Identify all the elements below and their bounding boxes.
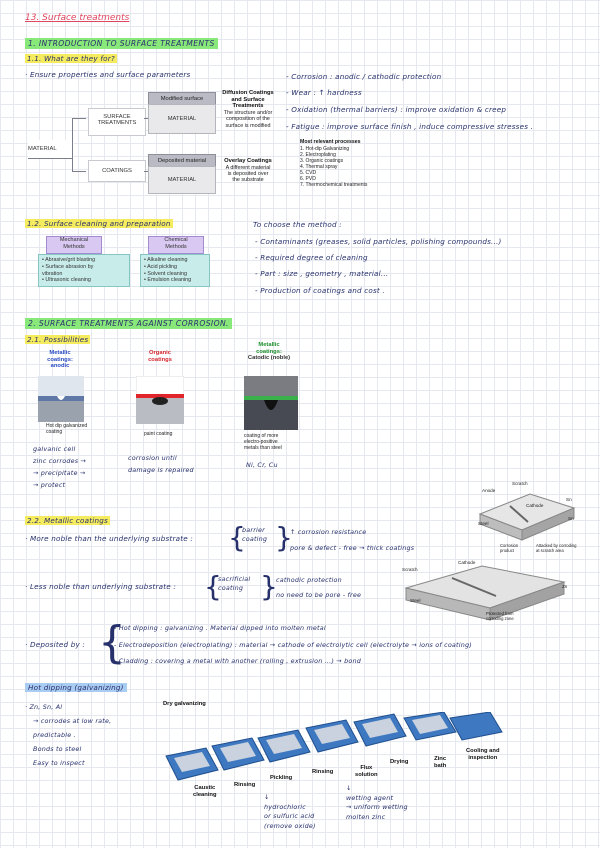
subsection-2-2-label: 2.2. Metallic coatings — [27, 516, 108, 525]
barrier-coating-label: barrier coating — [242, 526, 268, 543]
pickling-note: ↓ hydrochloric or sulfuric acid (remove oxide) — [264, 793, 316, 830]
sacr-fig-cathode: Cathode — [458, 560, 476, 565]
method-electrodeposition: - Electrodeposition (electroplating) : material → cathode of electrolytic cell (electrolyte → ions of coating) — [114, 641, 472, 649]
modified-surface-layer: Modified surface — [148, 92, 216, 106]
barrier-fig-caption: Corrosion product — [500, 543, 519, 553]
barrier-fig-steel: Steel — [478, 521, 489, 526]
subsection-1-1-heading — [25, 54, 117, 63]
barrier-fig-caption-2: Attacked by corroding at scratch area — [536, 543, 577, 553]
sacr-fig-zn: Zn — [562, 584, 568, 589]
cathodic-coating-label: Metallic coatings: Catodic (noble) — [247, 342, 291, 362]
note-galvanic: galvanic cell zinc corrodes → → precipitate → → protect — [33, 445, 87, 489]
anodic-coating-label: Metallic coatings: anodic — [47, 350, 73, 370]
material-box: MATERIAL — [28, 140, 74, 158]
choose-part: - Part : size , geometry , material... — [255, 269, 389, 278]
note-noble-metals: Ni, Cr, Cu — [246, 461, 278, 469]
more-noble-text: · More noble than the underlying substrate : — [25, 534, 193, 543]
subsection-1-1-label: 1.1. What are they for? — [27, 54, 115, 63]
subsection-2-2-heading — [25, 516, 110, 525]
choose-production: - Production of coatings and cost . — [255, 286, 385, 295]
cathodic-caption: coating of more electro-positive metals than steel — [244, 433, 282, 451]
barrier-fig-anode: Anode — [482, 488, 496, 493]
method-cladding: - Cladding : covering a metal with another (rolling , extrusion ...) → bond — [114, 657, 361, 665]
chemical-methods-header: Chemical Methods — [148, 236, 204, 254]
choose-method-title: To choose the method : — [253, 220, 342, 229]
page-title: 13. Surface treatments — [25, 13, 130, 23]
purpose-oxidation: - Oxidation (thermal barriers) : improve oxidation & creep — [286, 105, 507, 114]
anodic-coating-figure — [38, 376, 84, 422]
relevant-processes-list: Most relevant processes 1. Hot-dip Galvanizing 2. Electroplating 3. Organic coatings 4. Thermal spray 5. CVD 6. PVD 7. Thermochemical treatments — [300, 139, 368, 188]
subsection-1-2-heading — [25, 219, 173, 228]
material-upper-block: MATERIAL — [148, 104, 216, 134]
section-1-heading: 1. INTRODUCTION TO SURFACE TREATMENTS — [25, 38, 218, 49]
section-2-heading: 2. SURFACE TREATMENTS AGAINST CORROSION. — [25, 318, 232, 329]
step-caustic-cleaning: Caustic cleaning — [193, 785, 217, 798]
subsection-2-1-label: 2.1. Possibilities — [27, 335, 89, 344]
mechanical-methods-list: • Abrasive/grit blasting • Surface abrasion by vibration • Ultrasonic cleaning — [38, 254, 130, 287]
coatings-box: COATINGS — [88, 160, 146, 182]
purpose-corrosion: - Corrosion : anodic / cathodic protection — [286, 72, 442, 81]
barrier-fig-scratch: Scratch — [512, 481, 528, 486]
cathodic-coating-figure — [244, 376, 298, 430]
step-rinsing-1: Rinsing — [234, 782, 256, 788]
anodic-caption: Hot dip galvanized coating — [46, 423, 88, 435]
choose-contaminants: - Contaminants (greases, solid particles, polishing compounds...) — [255, 237, 502, 246]
organic-coating-label: Organic coatings — [148, 350, 172, 363]
sacrificial-coating-figure — [400, 562, 570, 624]
surface-treatments-box: SURFACE TREATMENTS — [88, 108, 146, 136]
hot-dip-heading — [25, 683, 127, 692]
barrier-fig-cathode: Cathode — [526, 503, 544, 508]
galvanizing-process-figure — [160, 712, 510, 788]
material-lower-block: MATERIAL — [148, 166, 216, 194]
chemical-methods-list: • Alkaline cleaning • Acid pickling • Solvent cleaning • Emulsion cleaning — [140, 254, 210, 287]
purpose-wear: - Wear : ↑ hardness — [286, 88, 362, 97]
purpose-fatigue: - Fatigue : improve surface finish , induce compressive stresses . — [286, 122, 534, 131]
sacr-fig-steel: Steel — [410, 598, 421, 603]
barrier-effects: ↑ corrosion resistance pore & defect - free → thick coatings — [290, 528, 415, 552]
organic-caption: paint coating — [144, 431, 173, 437]
diffusion-coatings-desc: Diffusion Coatings and Surface Treatments The structure and/or composition of the surface is modified — [222, 90, 274, 129]
bullet-ensure-properties: · Ensure properties and surface parameters — [25, 70, 191, 79]
note-paint: corrosion until damage is repaired — [128, 454, 194, 474]
subsection-2-1-heading — [25, 335, 90, 344]
step-cooling-inspection: Cooling and inspection — [466, 748, 500, 761]
dry-galvanizing-title: Dry galvanizing — [163, 701, 206, 707]
method-hot-dipping: - Hot dipping : galvanizing . Material dipped into molten metal — [114, 624, 326, 632]
choose-degree: - Required degree of cleaning — [255, 253, 368, 262]
deposited-material-layer: Deposited material — [148, 154, 216, 168]
organic-coating-figure — [136, 376, 184, 426]
sacr-fig-scratch: Scratch — [402, 567, 418, 572]
subsection-1-2-label: 1.2. Surface cleaning and preparation — [27, 219, 171, 228]
mechanical-methods-header: Mechanical Methods — [46, 236, 102, 254]
overlay-coatings-desc: Overlay Coatings A different material is deposited over the substrate — [224, 158, 272, 184]
barrier-fig-sn-2: Sn — [568, 516, 574, 521]
step-flux-solution: Flux solution — [355, 765, 378, 778]
sacr-fig-caption: Protected from corroding zone — [486, 611, 514, 621]
flux-note: ↓ wetting agent → uniform wetting molten zinc — [346, 784, 408, 821]
step-rinsing-2: Rinsing — [312, 769, 334, 775]
barrier-fig-sn: Sn — [566, 497, 572, 502]
sacrificial-effects: cathodic protection no need to be pore - free — [276, 576, 362, 599]
sacrificial-coating-label: sacrificial coating — [218, 575, 251, 592]
deposited-by-text: · Deposited by : — [25, 640, 86, 649]
hot-dip-notes: · Zn, Sn, Al → corrodes at low rate, predictable . Bonds to steel Easy to inspect — [25, 703, 112, 767]
step-zinc-bath: Zinc bath — [434, 756, 447, 769]
step-drying: Drying — [390, 759, 409, 765]
hot-dip-label: Hot dipping (galvanizing) — [25, 683, 127, 692]
less-noble-text: · Less noble than underlying substrate : — [25, 582, 177, 591]
step-pickling: Pickling — [270, 775, 293, 781]
barrier-coating-figure — [470, 486, 582, 544]
